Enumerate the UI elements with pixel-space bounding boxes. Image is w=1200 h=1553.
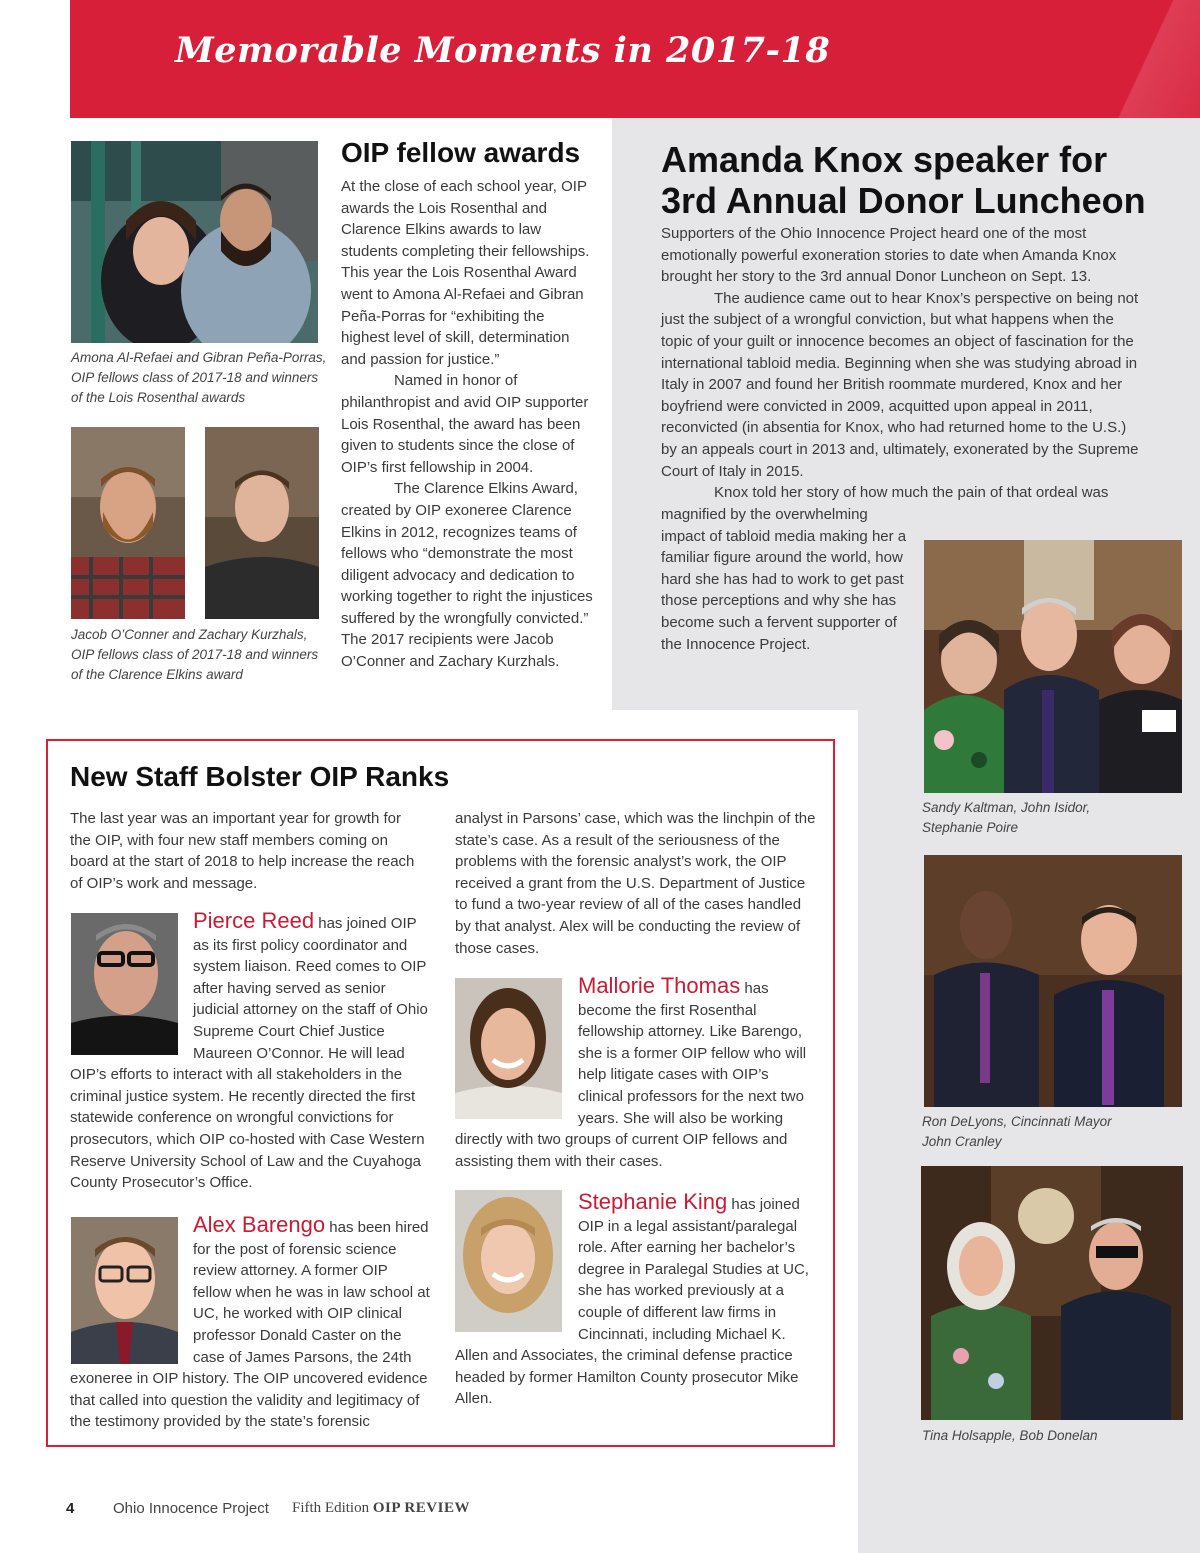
photo-al-refaei-pena-porras <box>71 141 318 343</box>
knox-paragraph: magnified by the overwhelming impact of tabloid media making her a familiar figure around the world, how hard she has had to work to get past those perceptions and why she has become such a fervent supporter of the Innocence Project. <box>661 506 907 653</box>
fellow-awards-paragraph: The Clarence Elkins Award, created by OIP exoneree Clarence Elkins in 2012, recognizes teams of fellows who “demonstrate the most diligent advocacy and dedication to working together to right the injustices suffered by the wrongfully convicted.” The 2017 recipients were Jacob O’Conner and Zachary Kurzhals. <box>341 480 593 671</box>
photo-delyons-cranley <box>924 855 1182 1107</box>
pierce-reed-text: has joined OIP as its first policy coordinator and system liaison. Reed comes to OIP after having served as senior judicial attorney on the staff of Ohio Supreme Court Chief Justice Maureen O’Connor. He will lead OIP’s efforts to interact with all stakeholders in the criminal justice system. He recently directed the first statewide conference on wrongful convictions for prosecutors, which OIP co-hosted with Case Western Reserve University School of Law and the Cuyahoga County Prosecutor’s Office. <box>70 915 428 1192</box>
knox-photo-caption-1: Sandy Kaltman, John Isidor, Stephanie Poire <box>922 800 1091 835</box>
alex-barengo-bio-continued: analyst in Parsons’ case, which was the linchpin of the state’s case. As a result of the seriousness of the problems with the forensic analyst’s work, the OIP received a grant from the U.S. Department of Justice to fund a two-year review of all of the cases handled by that analyst. Alex will be conducting the review of those cases. <box>455 810 816 957</box>
footer-org: Ohio Innocence Project <box>113 1500 269 1517</box>
pierce-reed-name: Pierce Reed <box>193 908 315 933</box>
fellow-awards-body <box>341 176 593 673</box>
alex-barengo-name: Alex Barengo <box>193 1212 326 1237</box>
knox-photo-caption-3: Tina Holsapple, Bob Donelan <box>922 1428 1098 1443</box>
mallorie-thomas-text: has become the first Rosenthal fellowship attorney. Like Barengo, she is a former OIP fellow who will help litigate cases with OIP’s clinical professors for the next two years. She will also be working directly with two groups of current OIP fellows and assisting them with their cases. <box>455 980 807 1170</box>
stephanie-king-name: Stephanie King <box>578 1189 728 1214</box>
fellow-awards-paragraph: Named in honor of philanthropist and avid OIP supporter Lois Rosenthal, the award has been given to students since the close of OIP’s first fellowship in 2004. <box>341 372 589 476</box>
fellow-awards-heading: OIP fellow awards <box>341 137 581 168</box>
photo-kaltman-isidor-poire <box>924 540 1182 793</box>
page-number: 4 <box>66 1500 75 1517</box>
page-title: Memorable Moments in 2017-18 <box>175 30 831 71</box>
photo-caption-elkins: Jacob O’Conner and Zachary Kurzhals, OIP fellows class of 2017-18 and winners of the Clarence Elkins award <box>71 627 319 682</box>
photo-zachary-kurzhals <box>205 427 319 619</box>
new-staff-heading: New Staff Bolster OIP Ranks <box>70 761 450 792</box>
alex-barengo-text: has been hired for the post of forensic science review attorney. A former OIP fellow when he was in law school at UC, he worked with OIP clinical professor Donald Caster on the case of James Parsons, the 24th exoneree in OIP history. The OIP uncovered evidence that called into question the validity and legitimacy of the testimony provided by the state’s forensic <box>70 1219 430 1431</box>
pierce-reed-bio <box>70 910 430 1194</box>
footer-edition: Fifth Edition <box>292 1500 370 1516</box>
photo-jacob-oconner <box>71 427 185 619</box>
photo-holsapple-donelan <box>921 1166 1183 1420</box>
knox-paragraph: Supporters of the Ohio Innocence Project heard one of the most emotionally powerful exoneration stories to date when Amanda Knox brought her story to the 3rd annual Donor Luncheon on Sept. 13. <box>661 225 1117 286</box>
banner-fold-decoration <box>1090 0 1200 118</box>
footer-publication <box>292 1500 470 1517</box>
knox-body-wrap <box>661 504 911 655</box>
header-banner <box>70 0 1200 118</box>
knox-heading: Amanda Knox speaker for 3rd Annual Donor Luncheon <box>661 139 1146 221</box>
photo-caption-rosenthal: Amona Al-Refaei and Gibran Peña-Porras, OIP fellows class of 2017-18 and winners of the Lois Rosenthal awards <box>71 350 327 405</box>
alex-barengo-bio <box>70 1214 430 1433</box>
stephanie-king-text: has joined OIP in a legal assistant/paralegal role. After earning her bachelor’s degree in Paralegal Studies at UC, she has worked previously at a couple of different law firms in Cincinnati, including Michael K. Allen and Associates, the criminal defense practice headed by former Hamilton County prosecutor Mike Allen. <box>455 1196 809 1408</box>
mallorie-thomas-bio <box>455 975 815 1172</box>
stephanie-king-bio <box>455 1191 810 1410</box>
fellow-awards-paragraph: At the close of each school year, OIP awards the Lois Rosenthal and Clarence Elkins awards to law students completing their fellowships. This year the Lois Rosenthal Award went to Amona Al-Refaei and Gibran Peña-Porras for “exhibiting the highest level of skill, determination and passion for justice.” <box>341 178 590 368</box>
new-staff-intro: The last year was an important year for growth for the OIP, with four new staff members coming on board at the start of 2018 to help increase the reach of OIP’s work and message. <box>70 810 415 892</box>
knox-body <box>661 223 1146 504</box>
mallorie-thomas-name: Mallorie Thomas <box>578 973 741 998</box>
knox-photo-caption-2: Ron DeLyons, Cincinnati Mayor John Cranley <box>922 1114 1112 1149</box>
knox-paragraph: Knox told her story of how much the pain of that ordeal was <box>714 484 1109 502</box>
footer-pub-name: OIP REVIEW <box>372 1500 470 1516</box>
knox-paragraph: The audience came out to hear Knox’s perspective on being not just the subject of a wrongful conviction, but what happens when the topic of your guilt or innocence becomes an object of fascination for the international tabloid media. Beginning when she was studying abroad in Italy in 2007 and found her British roommate murdered, Knox and her boyfriend were convicted in 2009, acquitted upon appeal in 2011, reconvicted (in absentia for Knox, who had returned home to the U.S.) by an appeals court in 2013 and, ultimately, exonerated by the Supreme Court of Italy in 2015. <box>661 289 1139 480</box>
